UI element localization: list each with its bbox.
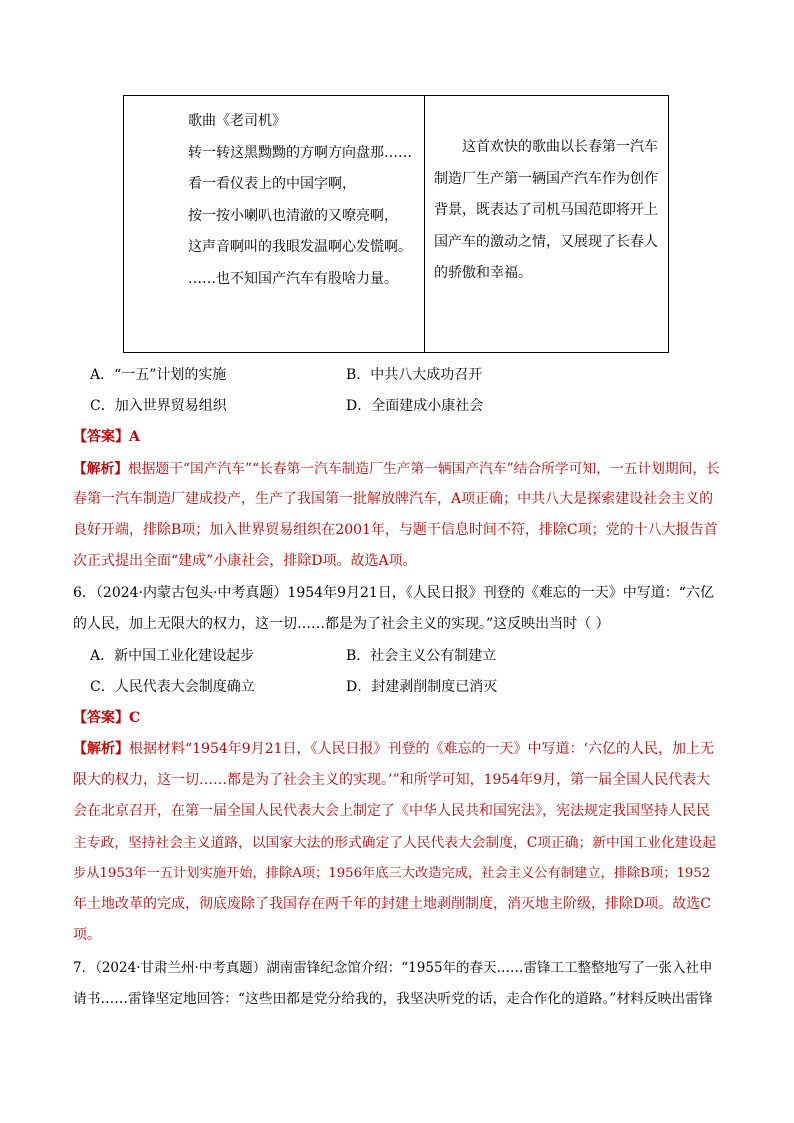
option-a: A．新中国工业化建设起步 [90, 648, 255, 664]
question-stem: 的人民，加上无限大的权力，这一切……都是为了社会主义的实现。”这反映出当时（ ） [73, 616, 610, 632]
analysis-line: 【解析】根据题干“国产汽车”“长春第一汽车制造厂生产第一辆国产汽车”结合所学可知，一五计划期间，长 [73, 461, 720, 477]
analysis-line: 步从1953年一五计划实施开始，排除A项；1956年底三大改造完成，社会主义公有制建立，排除B项；1952 [73, 866, 711, 881]
lyric-line: ……也不知国产汽车有股啥力量。 [188, 270, 398, 287]
analysis-line: 年土地改革的完成，彻底废除了我国存在两千年的封建土地剥削制度，消灭地主阶级，排除D项。故选C [73, 896, 711, 912]
material-table [123, 95, 669, 353]
lyric-line: 转一转这黑黝黝的方啊方向盘那…… [188, 144, 412, 161]
analysis-line: 限大的权力，这一切……都是为了社会主义的实现。’”和所学可知，1954年9月，第一届全国人民代表大 [73, 772, 711, 788]
analysis-line: 主专政，坚持社会主义道路，以国家大法的形式确定了人民代表大会制度，C项正确；新中国工业化建设起 [73, 835, 717, 851]
analysis-line: 【解析】根据材料“1954年9月21日，《人民日报》刊登的《难忘的一天》中写道：‘六亿的人民，加上无 [73, 741, 714, 757]
answer-label: 【答案】A [73, 429, 140, 445]
question-stem: 6．（2024·内蒙古包头·中考真题）1954年9月21日，《人民日报》刊登的《难忘的一天》中写道：“六亿 [73, 585, 714, 601]
option-b: B．社会主义公有制建立 [346, 648, 497, 664]
analysis-tag: 【解析】 [73, 741, 129, 757]
analysis-line: 次正式提出全面“建成”小康社会，排除D项。故选A项。 [73, 553, 417, 569]
analysis-line: 春第一汽车制造厂建成投产，生产了我国第一批解放牌汽车，A项正确；中共八大是探索建设社会主义的 [73, 491, 714, 507]
analysis-line: 会在北京召开，在第一届全国人民代表大会上制定了《中华人民共和国宪法》，宪法规定我国坚持人民民 [73, 803, 710, 819]
analysis-line: 项。 [73, 927, 101, 943]
option-b: B．中共八大成功召开 [346, 367, 483, 383]
option-d: D．封建剥削制度已消灭 [346, 679, 498, 695]
option-d: D．全面建成小康社会 [346, 398, 484, 414]
song-lyrics [188, 106, 412, 295]
analysis-line: 良好开端，排除B项；加入世界贸易组织在2001年，与题干信息时间不符，排除C项；党的十八大报告首 [73, 522, 718, 538]
song-note [434, 132, 659, 290]
answer-label: 【答案】C [73, 710, 141, 726]
question-stem: 请书……雷锋坚定地回答：“这些田都是党分给我的，我坚决听党的话，走合作化的道路。”材料反映出雷锋 [73, 991, 713, 1007]
question-stem: 7．（2024·甘肃兰州·中考真题）湖南雷锋纪念馆介绍：“1955年的春天……雷锋工工整整地写了一张入社申 [73, 960, 713, 976]
song-note-text: 这首欢快的歌曲以长春第一汽车制造厂生产第一辆国产汽车作为创作背景，既表达了司机马国范即将开上国产车的激动之情，又展现了长春人的骄傲和幸福。 [434, 139, 658, 281]
song-title: 歌曲《老司机》 [188, 113, 286, 129]
option-c: C．加入世界贸易组织 [90, 398, 227, 414]
option-c: C．人民代表大会制度确立 [90, 679, 255, 695]
lyric-line: 看一看仪表上的中国字啊， [188, 176, 356, 192]
option-a: A．“一五”计划的实施 [90, 367, 227, 383]
lyric-line: 这声音啊叫的我眼发温啊心发慌啊。 [188, 239, 412, 255]
analysis-tag: 【解析】 [73, 461, 129, 477]
lyric-line: 按一按小喇叭也清澈的又嘹亮啊， [188, 207, 398, 224]
table-divider [424, 96, 425, 352]
